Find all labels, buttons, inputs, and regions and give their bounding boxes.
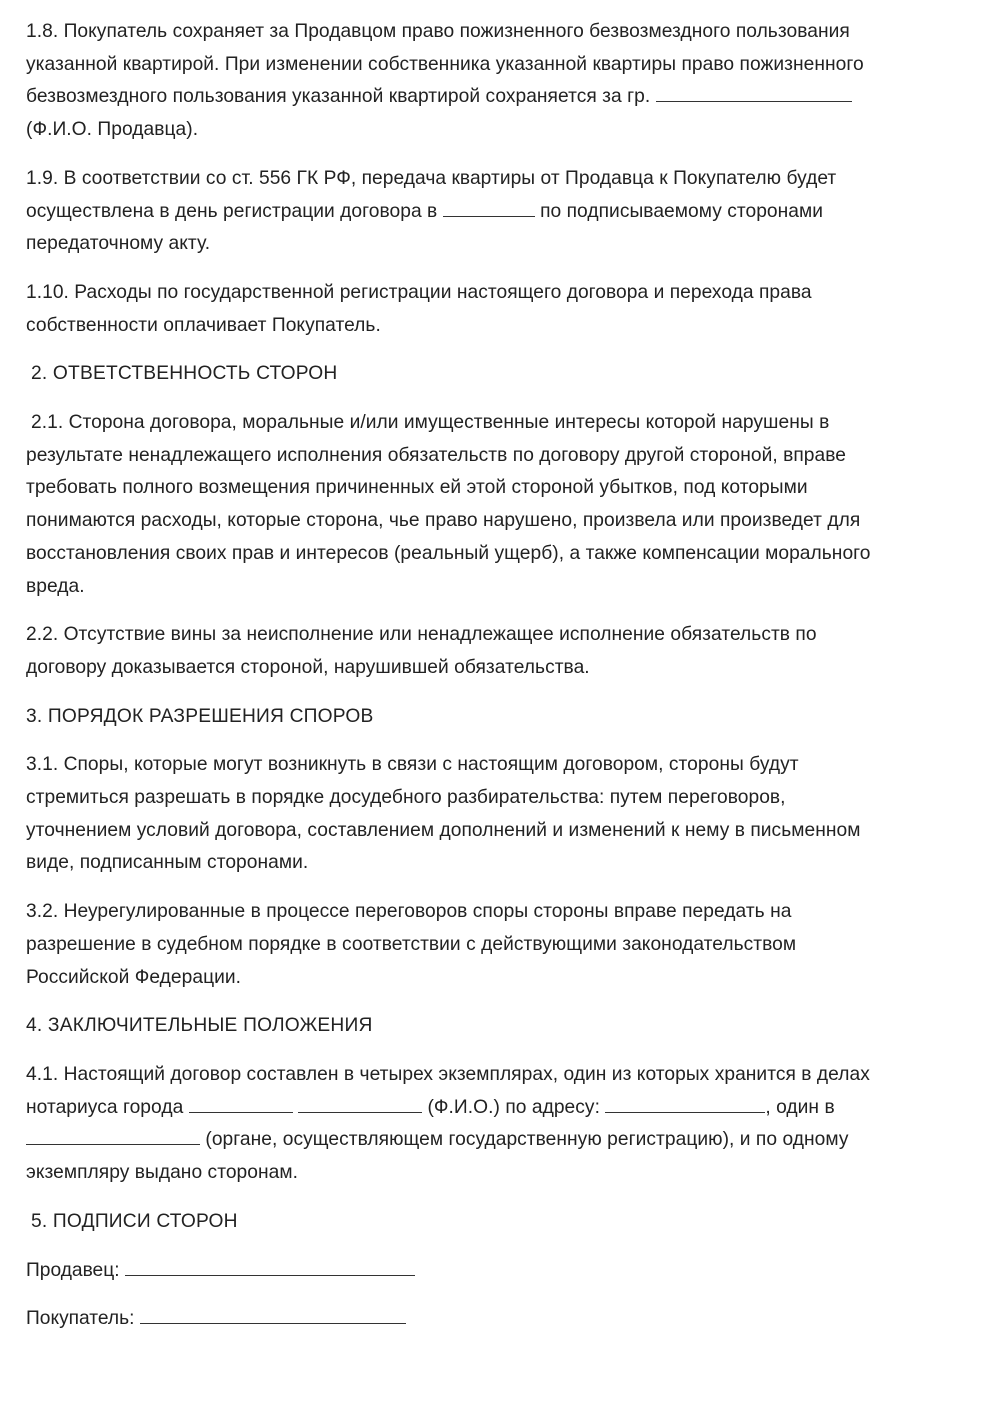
clause-1-9-line: 1.9. В соответствии со ст. 556 ГК РФ, передача квартиры от Продавца к Покупателю будет xyxy=(26,167,837,189)
clause-3-2-line: 3.2. Неурегулированные в процессе переговоров споры стороны вправе передать на xyxy=(26,901,792,923)
clause-1-8-line xyxy=(26,81,974,114)
clause-4-1-text: (органе, осуществляющем государственную регистрацию), и по одному xyxy=(205,1129,849,1151)
clause-2-1-line: вреда. xyxy=(26,575,85,597)
clause-1-9-line: передаточному акту. xyxy=(26,233,211,255)
buyer-label: Покупатель: xyxy=(26,1308,135,1330)
buyer-signature-row xyxy=(26,1303,974,1336)
section-4-heading: 4. ЗАКЛЮЧИТЕЛЬНЫЕ ПОЛОЖЕНИЯ xyxy=(26,1015,373,1037)
clause-1-8 xyxy=(26,16,974,147)
clause-2-1 xyxy=(26,407,974,603)
clause-1-8-text: безвозмездного пользования указанной квартирой сохраняется за гр. xyxy=(26,86,651,108)
clause-1-8-line: указанной квартирой. При изменении собственника указанной квартиры право пожизненного xyxy=(26,53,864,75)
seller-signature-blank xyxy=(125,1257,415,1276)
notary-address-blank xyxy=(605,1094,765,1113)
clause-3-1-line: 3.1. Споры, которые могут возникнуть в связи с настоящим договором, стороны будут xyxy=(26,754,799,776)
clause-2-1-line: результате ненадлежащего исполнения обязательств по договору другой стороной, вправе xyxy=(26,444,846,466)
clause-1-8-line: 1.8. Покупатель сохраняет за Продавцом право пожизненного безвозмездного пользования xyxy=(26,21,850,42)
seller-label: Продавец: xyxy=(26,1259,120,1281)
registration-body-blank xyxy=(26,1126,200,1145)
clause-4-1-text: , один в xyxy=(765,1096,835,1118)
clause-4-1-line xyxy=(26,1092,974,1125)
clause-3-1-line: уточнением условий договора, составлением дополнений и изменений к нему в письменном xyxy=(26,819,861,841)
clause-1-8-line: (Ф.И.О. Продавца). xyxy=(26,119,199,141)
clause-3-2 xyxy=(26,896,974,994)
clause-4-1-text: нотариуса города xyxy=(26,1096,184,1118)
seller-signature-row xyxy=(26,1255,974,1288)
clause-4-1 xyxy=(26,1059,974,1190)
clause-2-1-line: 2.1. Сторона договора, моральные и/или имущественные интересы которой нарушены в xyxy=(31,412,830,434)
clause-1-10-line: собственности оплачивает Покупатель. xyxy=(26,314,381,336)
clause-2-1-line: понимаются расходы, которые сторона, чье право нарушено, произвела или произведет для xyxy=(26,510,861,532)
clause-1-9-text: по подписываемому сторонами xyxy=(540,200,824,222)
clause-2-1-line: восстановления своих прав и интересов (реальный ущерб), а также компенсации морального xyxy=(26,542,871,564)
registration-place-blank xyxy=(443,198,535,217)
section-3-heading: 3. ПОРЯДОК РАЗРЕШЕНИЯ СПОРОВ xyxy=(26,705,374,727)
clause-1-10-line: 1.10. Расходы по государственной регистрации настоящего договора и перехода права xyxy=(26,281,812,303)
clause-4-1-text: (Ф.И.О.) по адресу: xyxy=(427,1096,600,1118)
section-2-heading: 2. ОТВЕТСТВЕННОСТЬ СТОРОН xyxy=(31,363,338,385)
clause-2-2-line: договору доказывается стороной, нарушившей обязательства. xyxy=(26,656,590,678)
buyer-signature-blank xyxy=(140,1305,406,1324)
seller-name-blank xyxy=(656,83,852,102)
clause-2-2-line: 2.2. Отсутствие вины за неисполнение или ненадлежащее исполнение обязательств по xyxy=(26,624,817,646)
clause-3-1-line: стремиться разрешать в порядке досудебного разбирательства: путем переговоров, xyxy=(26,787,786,809)
clause-1-9-line xyxy=(26,196,974,229)
clause-3-2-line: Российской Федерации. xyxy=(26,966,242,988)
notary-city-blank xyxy=(189,1094,293,1113)
clause-1-9-text: осуществлена в день регистрации договора в xyxy=(26,200,438,222)
clause-4-1-line: экземпляру выдано сторонам. xyxy=(26,1162,298,1184)
clause-1-9 xyxy=(26,163,974,261)
clause-3-2-line: разрешение в судебном порядке в соответствии с действующими законодательством xyxy=(26,933,797,955)
clause-1-10 xyxy=(26,277,974,342)
clause-2-2 xyxy=(26,619,974,684)
clause-3-1-line: виде, подписанным сторонами. xyxy=(26,852,309,874)
clause-2-1-line: требовать полного возмещения причиненных ей этой стороной убытков, под которыми xyxy=(26,477,808,499)
section-5-heading: 5. ПОДПИСИ СТОРОН xyxy=(31,1210,238,1232)
clause-4-1-line: 4.1. Настоящий договор составлен в четырех экземплярах, один из которых хранится в делах xyxy=(26,1063,870,1085)
notary-name-blank xyxy=(298,1094,422,1113)
clause-3-1 xyxy=(26,749,974,880)
clause-4-1-line xyxy=(26,1124,974,1157)
